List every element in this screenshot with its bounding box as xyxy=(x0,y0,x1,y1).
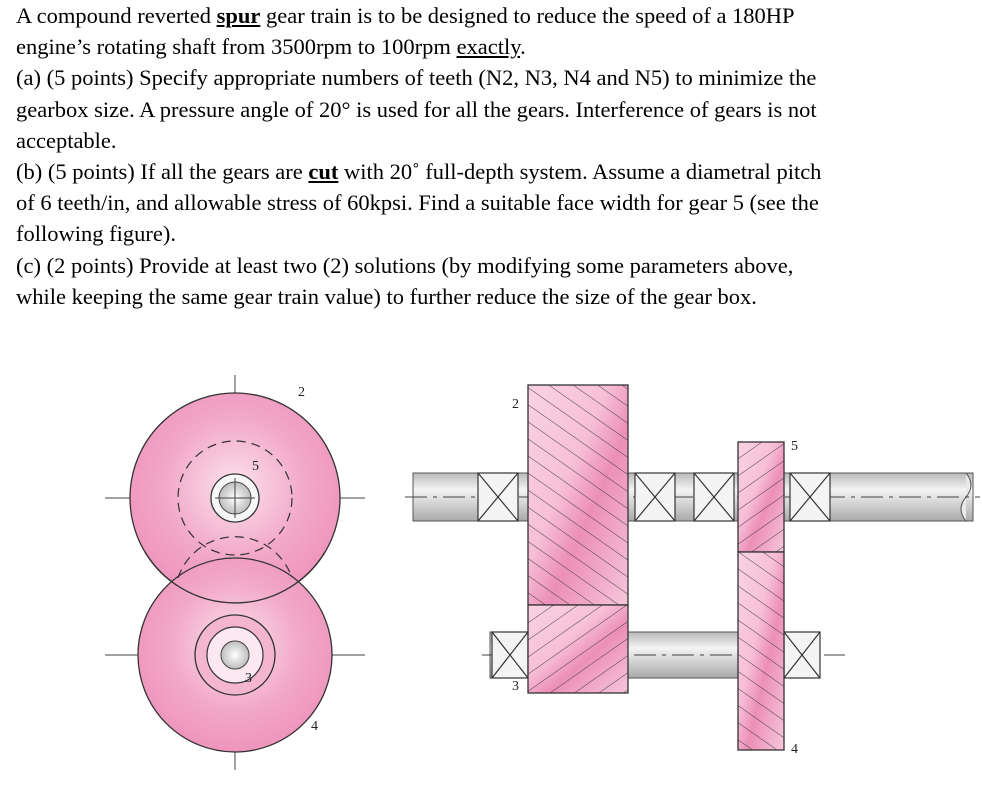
gear-4-section xyxy=(738,552,784,750)
text-fragment: with 20˚ full-depth system. Assume a diametral pitch xyxy=(338,158,822,184)
bearing-upper-4 xyxy=(790,473,830,521)
gear-3-section xyxy=(528,605,628,693)
emphasis-exactly: exactly xyxy=(456,34,521,60)
label-front-gear3: 3 xyxy=(245,671,252,686)
side-view xyxy=(405,385,980,757)
gear-2-section xyxy=(528,385,628,605)
gear-5-section xyxy=(738,442,784,552)
label-front-gear2: 2 xyxy=(298,385,305,400)
gear-train-figure xyxy=(0,360,982,785)
text-fragment: A compound reverted xyxy=(16,3,217,28)
bearing-lower-2 xyxy=(784,632,820,678)
label-side-gear5: 5 xyxy=(791,439,798,454)
problem-line-10: while keeping the same gear train value) to further reduce the size of the gear box. xyxy=(16,283,757,309)
problem-line-9: (c) (2 points) Provide at least two (2) solutions (by modifying some parameters above, xyxy=(16,252,794,278)
front-view xyxy=(105,375,365,770)
text-fragment: (b) (5 points) If all the gears are xyxy=(16,158,309,184)
problem-line-2 xyxy=(16,31,982,62)
text-fragment: . xyxy=(520,34,526,60)
label-front-gear5: 5 xyxy=(252,459,259,474)
problem-line-7: of 6 teeth/in, and allowable stress of 60kpsi. Find a suitable face width for gear 5 (see the xyxy=(16,190,819,216)
label-side-gear3: 3 xyxy=(512,679,519,694)
problem-line-6 xyxy=(16,156,982,187)
bearing-lower-1 xyxy=(492,632,528,678)
shaft-end-lower xyxy=(221,641,249,669)
bearing-upper-3 xyxy=(694,473,734,521)
emphasis-spur: spur xyxy=(216,3,261,28)
problem-line-5: acceptable. xyxy=(16,127,117,153)
text-fragment: gear train is to be designed to reduce the speed of a 180HP xyxy=(260,3,795,28)
label-side-gear4: 4 xyxy=(791,742,798,757)
label-side-gear2: 2 xyxy=(512,397,519,412)
label-front-gear4: 4 xyxy=(311,719,318,734)
problem-line-1 xyxy=(16,0,982,31)
problem-line-3: (a) (5 points) Specify appropriate numbers of teeth (N2, N3, N4 and N5) to minimize the xyxy=(16,65,817,91)
bearing-upper-2 xyxy=(635,473,675,521)
problem-statement xyxy=(16,0,982,312)
bearing-upper-1 xyxy=(478,473,518,521)
emphasis-cut: cut xyxy=(308,158,339,184)
problem-line-8: following figure). xyxy=(16,221,176,247)
problem-line-4: gearbox size. A pressure angle of 20° is used for all the gears. Interference of gears is not xyxy=(16,96,817,122)
text-fragment: engine’s rotating shaft from 3500rpm to 100rpm xyxy=(16,34,457,60)
